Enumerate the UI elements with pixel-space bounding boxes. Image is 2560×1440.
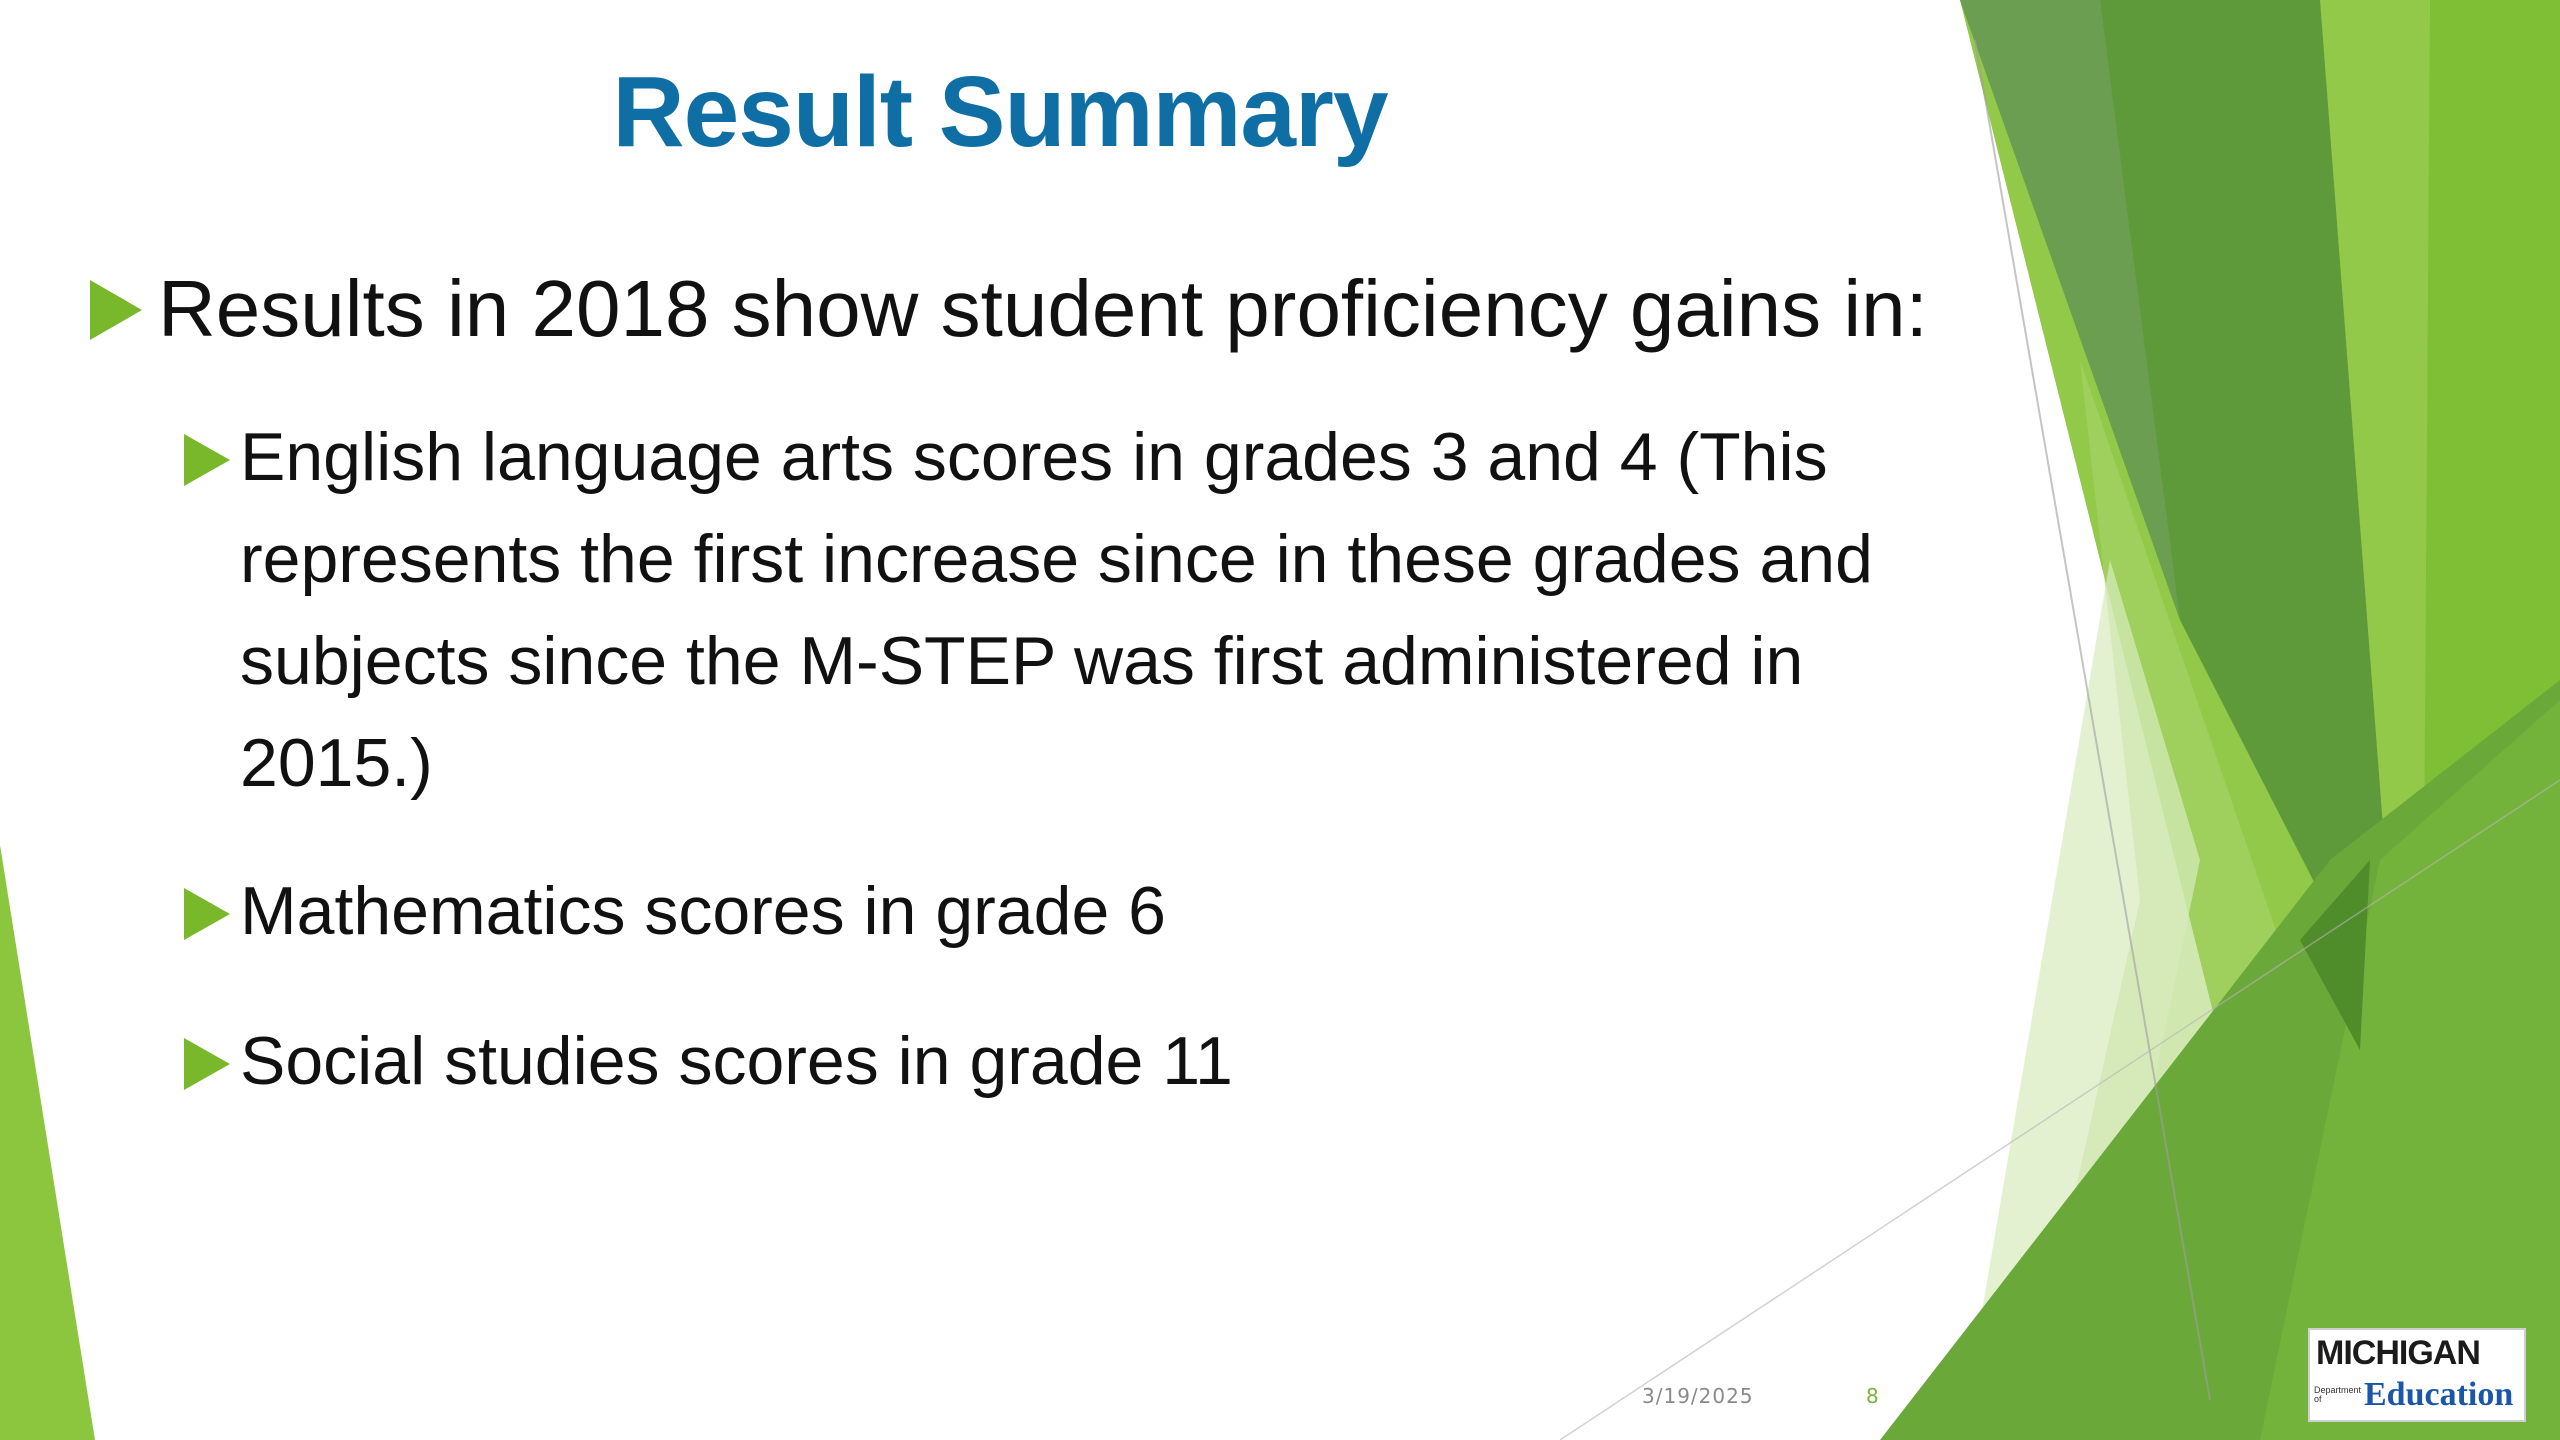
subbullet-text: English language arts scores in grades 3 and 4 (This represents the first increase since in these grades and subjects since the M-STEP was first administered in 2015.) <box>240 419 1873 801</box>
logo-text-dept: Department of <box>2314 1385 2362 1404</box>
bullet-item <box>90 252 1990 366</box>
bullet-text: Results in 2018 show student proficiency gains in: <box>158 264 1928 353</box>
subbullet-text: Social studies scores in grade 11 <box>240 1023 1233 1099</box>
bullet-list <box>90 252 1990 1160</box>
footer-date: 3/19/2025 <box>1642 1384 1754 1408</box>
subbullet-item <box>184 1010 1990 1112</box>
slide-number: 8 <box>1866 1384 1879 1408</box>
subbullet-text: Mathematics scores in grade 6 <box>240 873 1166 949</box>
logo-text-top: MICHIGAN <box>2316 1334 2480 1372</box>
logo-text-bottom: Education <box>2364 1376 2514 1413</box>
subbullet-item <box>184 860 1990 962</box>
michigan-logo <box>2308 1328 2526 1422</box>
triangle-bullet-icon <box>184 1038 230 1090</box>
triangle-bullet-icon <box>184 434 230 486</box>
triangle-bullet-icon <box>184 888 230 940</box>
slide-title: Result Summary <box>612 56 1388 168</box>
subbullet-item <box>184 406 1990 814</box>
triangle-bullet-icon <box>90 280 142 340</box>
